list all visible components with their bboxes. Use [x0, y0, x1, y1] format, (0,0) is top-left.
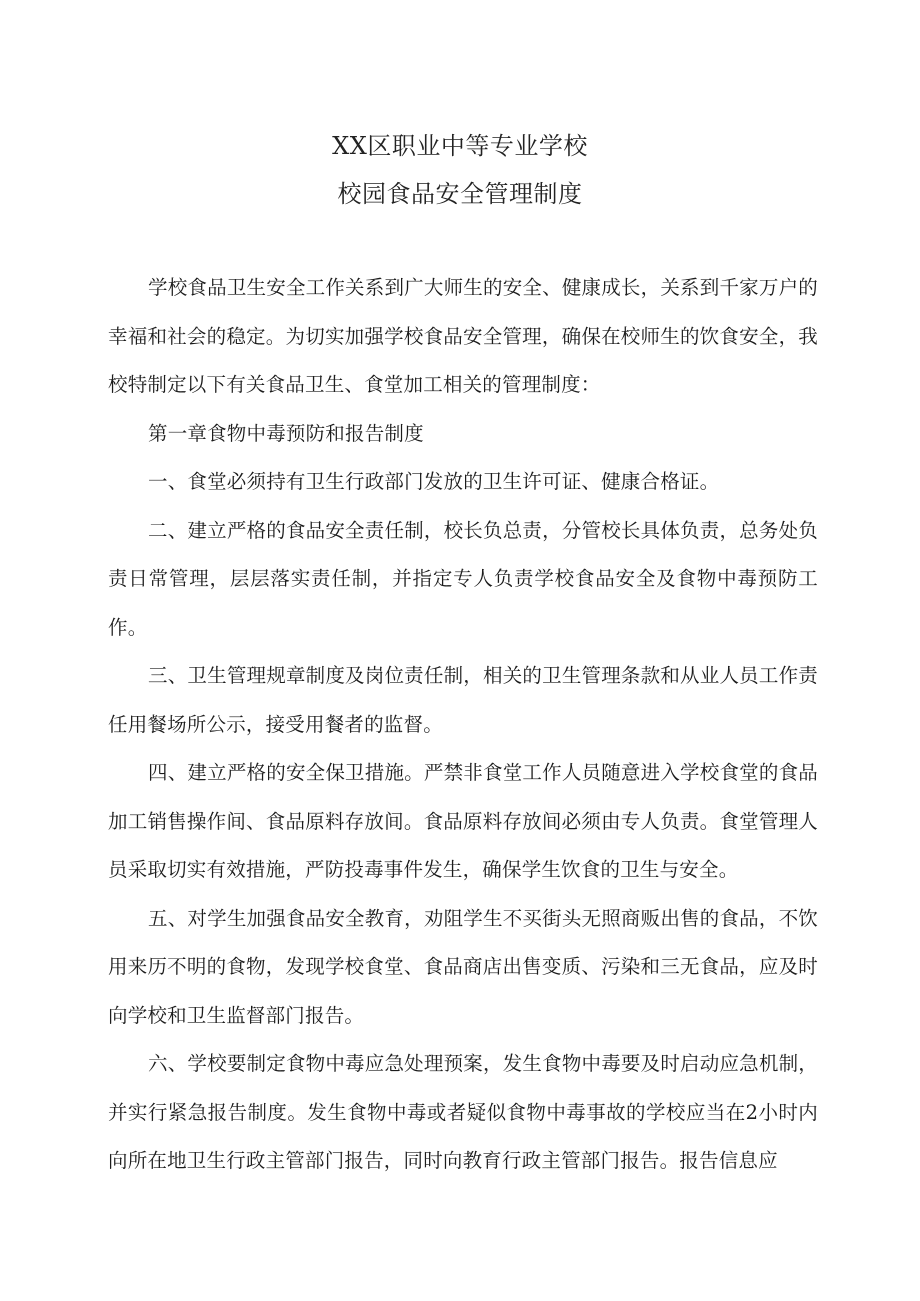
paragraph-item-5: 五、对学生加强食品安全教育，劝阻学生不买街头无照商贩出售的食品，不饮用来历不明的食物，发现学校食堂、食品商店出售变质、污染和三无食品，应及时向学校和卫生监督部门报告。: [108, 906, 818, 1027]
chapter-heading: 第一章食物中毒预防和报告制度: [148, 421, 424, 445]
paragraph-intro: 学校食品卫生安全工作关系到广大师生的安全、健康成长，关系到千家万户的幸福和社会的稳定。为切实加强学校食品安全管理，确保在校师生的饮食安全，我校特制定以下有关食品卫生、食堂加工相关的管理制度：: [108, 276, 818, 396]
paragraph-item-3: 三、卫生管理规章制度及岗位责任制，相关的卫生管理条款和从业人员工作责任用餐场所公示，接受用餐者的监督。: [108, 664, 818, 736]
paragraph-item-6: 六、学校要制定食物中毒应急处理预案，发生食物中毒要及时启动应急机制，并实行紧急报告制度。发生食物中毒或者疑似食物中毒事故的学校应当在2小时内向所在地卫生行政主管部门报告，同时向教育行政主管部门报告。报告信息应: [108, 1052, 818, 1172]
paragraph-item-2: 二、建立严格的食品安全责任制，校长负总责，分管校长具体负责，总务处负责日常管理，层层落实责任制，并指定专人负责学校食品安全及食物中毒预防工作。: [108, 518, 818, 639]
paragraph-item-4: 四、建立严格的安全保卫措施。严禁非食堂工作人员随意进入学校食堂的食品加工销售操作间、食品原料存放间。食品原料存放间必须由专人负责。食堂管理人员采取切实有效措施，严防投毒事件发生，确保学生饮食的卫生与安全。: [108, 761, 818, 881]
document-title: [0, 122, 920, 218]
title-line-school: XX区职业中等专业学校: [332, 132, 588, 160]
paragraph-item-1: 一、食堂必须持有卫生行政部门发放的卫生许可证、健康合格证。: [148, 470, 720, 493]
document-body: [108, 264, 818, 1186]
title-line-policy: 校园食品安全管理制度: [337, 180, 583, 208]
